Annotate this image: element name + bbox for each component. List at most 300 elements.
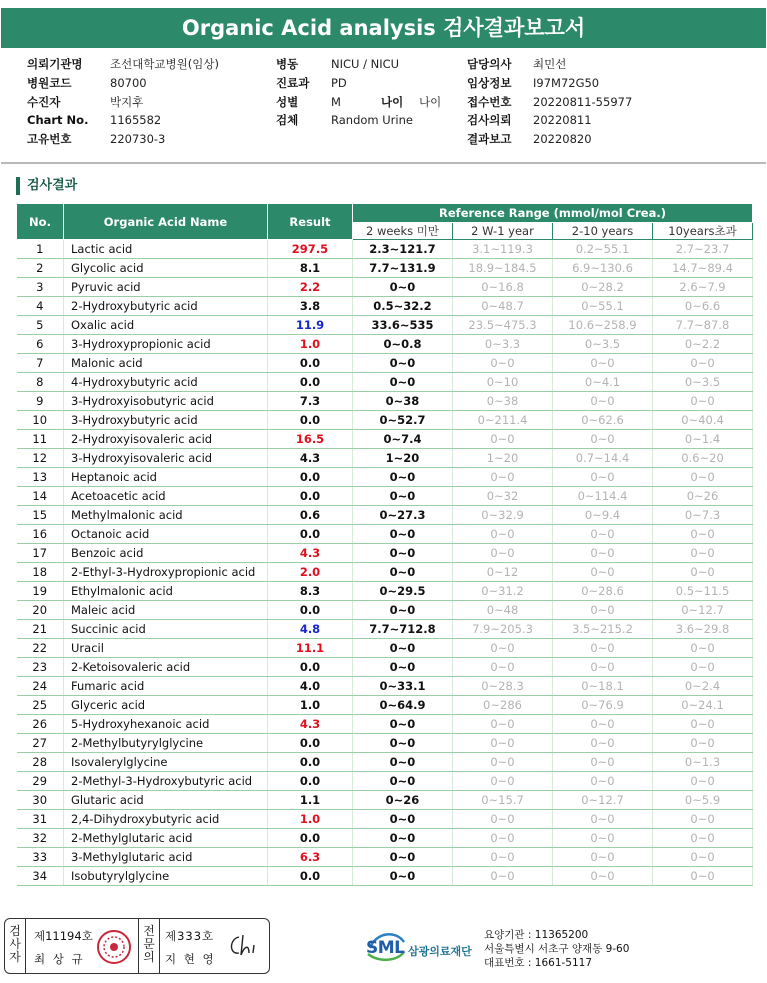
table-row [17,544,753,563]
info-value: 박지후 [110,94,144,109]
ref-range-2w-1year: 0~0 [453,544,553,563]
info-row [467,130,632,149]
result-value: 0.0 [268,658,353,677]
ref-range-under-2-weeks: 0~0 [353,810,453,829]
table-row [17,772,753,791]
table-row [17,810,753,829]
ref-range-over-10years: 7.7~87.8 [653,316,753,335]
table-row [17,791,753,810]
ref-range-over-10years: 0~7.3 [653,506,753,525]
table-row [17,601,753,620]
result-value: 4.3 [268,715,353,734]
info-row [27,130,219,149]
table-row [17,582,753,601]
table-row [17,240,753,259]
row-number: 24 [17,677,64,696]
row-number: 13 [17,468,64,487]
info-value: NICU / NICU [331,57,400,71]
tester-name: 최 상 규 [34,952,85,966]
result-value: 0.0 [268,734,353,753]
acid-name: 2-Ketoisovaleric acid [64,658,268,677]
ref-range-2-10years: 0~0 [553,525,653,544]
ref-range-2-10years: 0~18.1 [553,677,653,696]
row-number: 23 [17,658,64,677]
ref-range-over-10years: 0~0 [653,829,753,848]
row-number: 30 [17,791,64,810]
col-header-name: Organic Acid Name [64,204,268,240]
ref-range-under-2-weeks: 0~0 [353,544,453,563]
ref-range-2w-1year: 1~20 [453,449,553,468]
ref-range-over-10years: 2.7~23.7 [653,240,753,259]
row-number: 10 [17,411,64,430]
table-row [17,506,753,525]
row-number: 14 [17,487,64,506]
ref-range-2-10years: 0~0 [553,563,653,582]
ref-range-under-2-weeks: 0~0 [353,772,453,791]
result-value: 2.2 [268,278,353,297]
info-row [276,55,441,74]
age-value: 나이 [419,94,442,109]
row-number: 11 [17,430,64,449]
signature-divider [138,919,139,973]
info-row [276,74,441,93]
result-value: 1.0 [268,335,353,354]
ref-range-2w-1year: 7.9~205.3 [453,620,553,639]
ref-range-over-10years: 0~0 [653,544,753,563]
col-header-reference: Reference Range (mmol/mol Crea.) [353,204,753,223]
result-value: 0.0 [268,753,353,772]
ref-range-2-10years: 0~0 [553,753,653,772]
ref-range-over-10years: 0~26 [653,487,753,506]
table-row [17,639,753,658]
result-value: 1.0 [268,696,353,715]
info-row [27,93,219,112]
result-value: 0.0 [268,601,353,620]
result-value: 1.1 [268,791,353,810]
ref-range-2w-1year: 0~10 [453,373,553,392]
ref-range-2w-1year: 0~3.3 [453,335,553,354]
result-value: 0.6 [268,506,353,525]
ref-col-under-2-weeks: 2 weeks 미만 [353,223,453,240]
result-value: 0.0 [268,487,353,506]
row-number: 16 [17,525,64,544]
ref-range-2w-1year: 0~0 [453,468,553,487]
ref-range-under-2-weeks: 0~27.3 [353,506,453,525]
ref-range-2-10years: 0~0 [553,430,653,449]
ref-range-2-10years: 0~76.9 [553,696,653,715]
ref-range-under-2-weeks: 2.3~121.7 [353,240,453,259]
acid-name: 2-Methylglutaric acid [64,829,268,848]
acid-name: Heptanoic acid [64,468,268,487]
row-number: 7 [17,354,64,373]
acid-name: Maleic acid [64,601,268,620]
table-row [17,848,753,867]
table-row [17,563,753,582]
ref-range-over-10years: 0~5.9 [653,791,753,810]
acid-name: Fumaric acid [64,677,268,696]
ref-range-2w-1year: 0~0 [453,354,553,373]
ref-range-over-10years: 14.7~89.4 [653,259,753,278]
doctor-signature-icon [227,931,263,961]
table-row [17,278,753,297]
table-row [17,259,753,278]
result-value: 0.0 [268,525,353,544]
table-row [17,658,753,677]
ref-range-under-2-weeks: 0~52.7 [353,411,453,430]
result-value: 0.0 [268,772,353,791]
ref-range-under-2-weeks: 33.6~535 [353,316,453,335]
acid-name: Benzoic acid [64,544,268,563]
row-number: 21 [17,620,64,639]
tester-seal-icon [95,928,133,966]
row-number: 2 [17,259,64,278]
info-row [467,74,632,93]
ref-range-2w-1year: 0~211.4 [453,411,553,430]
ref-range-over-10years: 0~0 [653,563,753,582]
acid-name: Methylmalonic acid [64,506,268,525]
ref-range-2w-1year: 0~0 [453,829,553,848]
patient-info-col1 [27,55,219,149]
table-row [17,411,753,430]
ref-range-2-10years: 0~0 [553,658,653,677]
ref-range-2-10years: 0~0 [553,601,653,620]
result-value: 4.3 [268,449,353,468]
lab-address: 서울특별시 서초구 양재동 9-60 [484,943,630,955]
ref-col-2w-1year: 2 W-1 year [453,223,553,240]
result-value: 0.0 [268,411,353,430]
info-label: 진료과 [276,75,310,90]
table-row [17,392,753,411]
ref-range-2w-1year: 0~0 [453,715,553,734]
info-label: 담당의사 [467,57,512,71]
acid-name: Lactic acid [64,240,268,259]
result-value: 0.0 [268,373,353,392]
ref-range-over-10years: 0~0 [653,525,753,544]
info-value: 20220820 [533,132,592,147]
ref-range-under-2-weeks: 0~38 [353,392,453,411]
info-label: 검체 [276,113,299,128]
ref-range-under-2-weeks: 7.7~712.8 [353,620,453,639]
table-row [17,677,753,696]
ref-range-2-10years: 0~3.5 [553,335,653,354]
row-number: 18 [17,563,64,582]
ref-range-2w-1year: 0~15.7 [453,791,553,810]
ref-range-2-10years: 0~0 [553,810,653,829]
ref-range-2w-1year: 0~0 [453,753,553,772]
ref-range-2w-1year: 0~286 [453,696,553,715]
row-number: 20 [17,601,64,620]
ref-range-over-10years: 0~0 [653,392,753,411]
acid-name: Malonic acid [64,354,268,373]
row-number: 19 [17,582,64,601]
ref-range-2-10years: 0~0 [553,772,653,791]
info-label: 검사의뢰 [467,113,512,128]
result-value: 8.1 [268,259,353,278]
row-number: 31 [17,810,64,829]
acid-name: 4-Hydroxybutyric acid [64,373,268,392]
info-row [27,111,219,130]
ref-range-2w-1year: 23.5~475.3 [453,316,553,335]
ref-range-over-10years: 0~0 [653,810,753,829]
info-row [27,55,219,74]
ref-range-over-10years: 0~0 [653,734,753,753]
row-number: 33 [17,848,64,867]
ref-range-over-10years: 0~2.2 [653,335,753,354]
table-row [17,297,753,316]
info-row [276,111,441,130]
ref-col-over-10years: 10years초과 [653,223,753,240]
ref-range-2-10years: 0~12.7 [553,791,653,810]
ref-range-2w-1year: 0~32.9 [453,506,553,525]
ref-range-2-10years: 0~0 [553,468,653,487]
section-title: 검사결과 [16,177,77,195]
result-value: 7.3 [268,392,353,411]
info-value: 20220811 [533,113,592,128]
ref-range-2-10years: 0~0 [553,392,653,411]
info-row [276,93,441,112]
ref-range-2w-1year: 18.9~184.5 [453,259,553,278]
result-value: 0.0 [268,354,353,373]
acid-name: 2-Ethyl-3-Hydroxypropionic acid [64,563,268,582]
logo-text: SML [366,938,405,958]
ref-range-over-10years: 0~0 [653,848,753,867]
table-row [17,525,753,544]
acid-name: Ethylmalonic acid [64,582,268,601]
header-divider [1,162,766,164]
ref-range-under-2-weeks: 0~0 [353,373,453,392]
table-row [17,715,753,734]
acid-name: Succinic acid [64,620,268,639]
ref-range-under-2-weeks: 0~0 [353,525,453,544]
info-label: 의뢰기관명 [27,57,83,71]
ref-range-over-10years: 0~0 [653,468,753,487]
signature-box [4,918,270,974]
ref-range-2-10years: 0~28.2 [553,278,653,297]
acid-name: Isovalerylglycine [64,753,268,772]
acid-name: 2-Methyl-3-Hydroxybutyric acid [64,772,268,791]
ref-range-over-10years: 0~0 [653,772,753,791]
table-row [17,753,753,772]
ref-range-2w-1year: 0~0 [453,867,553,886]
ref-range-under-2-weeks: 0~33.1 [353,677,453,696]
ref-range-over-10years: 0~40.4 [653,411,753,430]
ref-range-under-2-weeks: 0~0 [353,487,453,506]
ref-range-under-2-weeks: 0~0.8 [353,335,453,354]
result-value: 11.1 [268,639,353,658]
table-row [17,354,753,373]
ref-range-2w-1year: 0~0 [453,430,553,449]
info-value: PD [331,75,347,90]
ref-range-2w-1year: 0~0 [453,734,553,753]
ref-range-2-10years: 0~0 [553,639,653,658]
ref-range-under-2-weeks: 0~29.5 [353,582,453,601]
ref-range-2w-1year: 0~48 [453,601,553,620]
ref-range-2-10years: 3.5~215.2 [553,620,653,639]
ref-range-2-10years: 6.9~130.6 [553,259,653,278]
acid-name: Uracil [64,639,268,658]
ref-range-over-10years: 0~2.4 [653,677,753,696]
info-label: 수진자 [27,94,61,109]
ref-range-2-10years: 0.7~14.4 [553,449,653,468]
info-row [467,93,632,112]
ref-range-2-10years: 0~0 [553,867,653,886]
info-value: 1165582 [110,113,162,128]
row-number: 29 [17,772,64,791]
col-header-no: No. [17,204,64,240]
result-value: 6.3 [268,848,353,867]
table-row [17,867,753,886]
ref-range-under-2-weeks: 1~20 [353,449,453,468]
row-number: 27 [17,734,64,753]
row-number: 9 [17,392,64,411]
ref-range-over-10years: 0~0 [653,639,753,658]
ref-range-under-2-weeks: 0~0 [353,715,453,734]
info-label: Chart No. [27,113,89,128]
ref-range-2w-1year: 0~38 [453,392,553,411]
table-row [17,449,753,468]
result-value: 8.3 [268,582,353,601]
ref-range-under-2-weeks: 0~0 [353,601,453,620]
ref-range-over-10years: 0~0 [653,658,753,677]
ref-range-over-10years: 0.6~20 [653,449,753,468]
ref-range-over-10years: 0~3.5 [653,373,753,392]
ref-range-2-10years: 0~28.6 [553,582,653,601]
ref-range-2w-1year: 0~32 [453,487,553,506]
info-value: M [331,94,341,109]
ref-range-under-2-weeks: 0~64.9 [353,696,453,715]
tester-license-no: 제11194호 [34,929,93,943]
ref-range-under-2-weeks: 0~0 [353,354,453,373]
ref-range-2-10years: 0~0 [553,848,653,867]
row-number: 12 [17,449,64,468]
result-value: 3.8 [268,297,353,316]
ref-range-over-10years: 0~1.4 [653,430,753,449]
ref-range-2-10years: 0~0 [553,734,653,753]
ref-range-over-10years: 3.6~29.8 [653,620,753,639]
acid-name: 3-Hydroxyisovaleric acid [64,449,268,468]
ref-range-under-2-weeks: 0~0 [353,639,453,658]
doctor-name: 지 현 영 [165,952,216,966]
result-value: 2.0 [268,563,353,582]
info-label: 병원코드 [27,75,72,90]
ref-range-2w-1year: 0~0 [453,772,553,791]
info-value: 20220811-55977 [533,94,633,109]
ref-range-2w-1year: 0~0 [453,848,553,867]
ref-range-over-10years: 0~0 [653,867,753,886]
acid-name: Glutaric acid [64,791,268,810]
row-number: 32 [17,829,64,848]
acid-name: 3-Hydroxypropionic acid [64,335,268,354]
acid-name: 3-Hydroxyisobutyric acid [64,392,268,411]
ref-range-under-2-weeks: 0.5~32.2 [353,297,453,316]
acid-name: Pyruvic acid [64,278,268,297]
result-value: 4.0 [268,677,353,696]
ref-range-2w-1year: 0~48.7 [453,297,553,316]
ref-range-over-10years: 0~12.7 [653,601,753,620]
acid-name: 2-Methylbutyrylglycine [64,734,268,753]
acid-name: 3-Hydroxybutyric acid [64,411,268,430]
age-label: 나이 [381,94,404,109]
info-row [27,74,219,93]
report-title: Organic Acid analysis 검사결과보고서 [1,8,766,48]
info-value: 80700 [110,75,147,90]
ref-range-2w-1year: 0~0 [453,525,553,544]
ref-range-under-2-weeks: 7.7~131.9 [353,259,453,278]
table-row [17,620,753,639]
info-label: 고유번호 [27,132,72,147]
ref-range-2w-1year: 0~0 [453,639,553,658]
ref-range-under-2-weeks: 0~0 [353,867,453,886]
row-number: 28 [17,753,64,772]
info-label: 성별 [276,94,299,109]
acid-name: 2-Hydroxyisovaleric acid [64,430,268,449]
ref-range-over-10years: 2.6~7.9 [653,278,753,297]
row-number: 17 [17,544,64,563]
ref-range-over-10years: 0.5~11.5 [653,582,753,601]
ref-range-under-2-weeks: 0~0 [353,829,453,848]
ref-range-under-2-weeks: 0~0 [353,734,453,753]
ref-range-under-2-weeks: 0~0 [353,753,453,772]
info-value: 최민선 [533,57,567,71]
acid-name: 3-Methylglutaric acid [64,848,268,867]
ref-range-2w-1year: 3.1~119.3 [453,240,553,259]
ref-range-2-10years: 10.6~258.9 [553,316,653,335]
info-value: 220730-3 [110,132,166,147]
result-value: 16.5 [268,430,353,449]
result-value: 11.9 [268,316,353,335]
ref-range-2-10years: 0.2~55.1 [553,240,653,259]
row-number: 15 [17,506,64,525]
table-row [17,373,753,392]
acid-name: 2,4-Dihydroxybutyric acid [64,810,268,829]
ref-range-under-2-weeks: 0~0 [353,563,453,582]
row-number: 6 [17,335,64,354]
table-row [17,734,753,753]
ref-range-2w-1year: 0~31.2 [453,582,553,601]
ref-range-2w-1year: 0~16.8 [453,278,553,297]
ref-range-2w-1year: 0~0 [453,658,553,677]
result-value: 1.0 [268,810,353,829]
ref-range-over-10years: 0~0 [653,354,753,373]
info-label: 결과보고 [467,132,512,147]
ref-range-2-10years: 0~0 [553,354,653,373]
table-row [17,316,753,335]
ref-range-2w-1year: 0~0 [453,810,553,829]
ref-range-over-10years: 0~1.3 [653,753,753,772]
ref-range-2-10years: 0~114.4 [553,487,653,506]
results-table [16,203,753,886]
lab-phone: 대표번호 : 1661-5117 [484,957,593,969]
result-value: 4.8 [268,620,353,639]
row-number: 5 [17,316,64,335]
table-row [17,829,753,848]
table-row [17,335,753,354]
ref-range-under-2-weeks: 0~0 [353,468,453,487]
tester-label: 검사자 [9,924,21,964]
info-row [467,55,632,74]
doctor-label: 전문의 [143,924,155,964]
ref-range-under-2-weeks: 0~0 [353,278,453,297]
acid-name: 5-Hydroxyhexanoic acid [64,715,268,734]
acid-name: Glycolic acid [64,259,268,278]
row-number: 25 [17,696,64,715]
ref-range-2-10years: 0~62.6 [553,411,653,430]
table-row [17,430,753,449]
row-number: 3 [17,278,64,297]
row-number: 8 [17,373,64,392]
lab-code: 요양기관 : 11365200 [484,929,589,941]
ref-range-2-10years: 0~55.1 [553,297,653,316]
